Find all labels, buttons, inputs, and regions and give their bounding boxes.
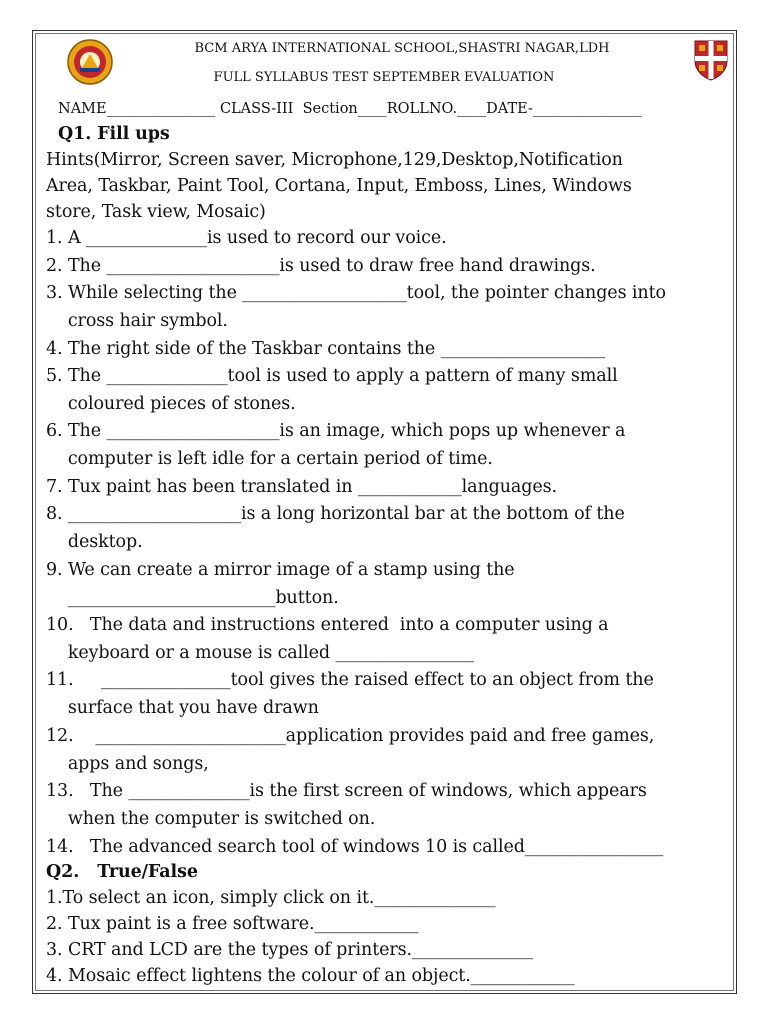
question-line: 4. The right side of the Taskbar contains the ___________________ [46, 339, 606, 359]
question-line: apps and songs, [46, 754, 209, 774]
question-line: 12. ______________________application provides paid and free games, [46, 726, 655, 746]
question-line: 1. A ______________is used to record our voice. [46, 228, 447, 248]
true-false-line: 1.To select an icon, simply click on it.______________ [46, 888, 496, 908]
question-line: computer is left idle for a certain period of time. [46, 449, 493, 469]
question-line: 13. The ______________is the first screen of windows, which appears [46, 781, 647, 801]
question-line: 9. We can create a mirror image of a stamp using the [46, 560, 515, 580]
question-line: when the computer is switched on. [46, 809, 376, 829]
q1-heading: Q1. Fill ups [58, 124, 170, 144]
true-false-line: 3. CRT and LCD are the types of printers.______________ [46, 940, 534, 960]
question-line: coloured pieces of stones. [46, 394, 296, 414]
question-line: 5. The ______________tool is used to apply a pattern of many small [46, 366, 618, 386]
question-line: 14. The advanced search tool of windows 10 is called________________ [46, 837, 664, 857]
question-line: 3. While selecting the ___________________tool, the pointer changes into [46, 283, 666, 303]
question-line: keyboard or a mouse is called ________________ [46, 643, 474, 663]
student-info-row: NAME_______________ CLASS-III Section____ROLLNO.____DATE-_______________ [58, 101, 642, 117]
question-line: cross hair symbol. [46, 311, 228, 331]
question-line: 6. The ____________________is an image, which pops up whenever a [46, 421, 626, 441]
q2-heading: Q2. True/False [46, 862, 198, 882]
true-false-line: 4. Mosaic effect lightens the colour of an object.____________ [46, 966, 575, 986]
question-line: surface that you have drawn [46, 698, 319, 718]
question-line: 11. _______________tool gives the raised effect to an object from the [46, 670, 654, 690]
hints-line: Hints(Mirror, Screen saver, Microphone,129,Desktop,Notification [46, 150, 623, 170]
hints-line: Area, Taskbar, Paint Tool, Cortana, Input, Emboss, Lines, Windows [46, 176, 632, 196]
true-false-line: 2. Tux paint is a free software.____________ [46, 914, 419, 934]
test-title: FULL SYLLABUS TEST SEPTEMBER EVALUATION [213, 70, 555, 85]
question-line: 8. ____________________is a long horizontal bar at the bottom of the [46, 504, 625, 524]
hints-line: store, Task view, Mosaic) [46, 202, 266, 222]
question-line: 2. The ____________________is used to draw free hand drawings. [46, 256, 596, 276]
question-line: 7. Tux paint has been translated in ____________languages. [46, 477, 557, 497]
school-name: BCM ARYA INTERNATIONAL SCHOOL,SHASTRI NAGAR,LDH [194, 41, 610, 56]
question-line: ________________________button. [46, 588, 339, 608]
question-line: 10. The data and instructions entered into a computer using a [46, 615, 609, 635]
question-line: desktop. [46, 532, 143, 552]
